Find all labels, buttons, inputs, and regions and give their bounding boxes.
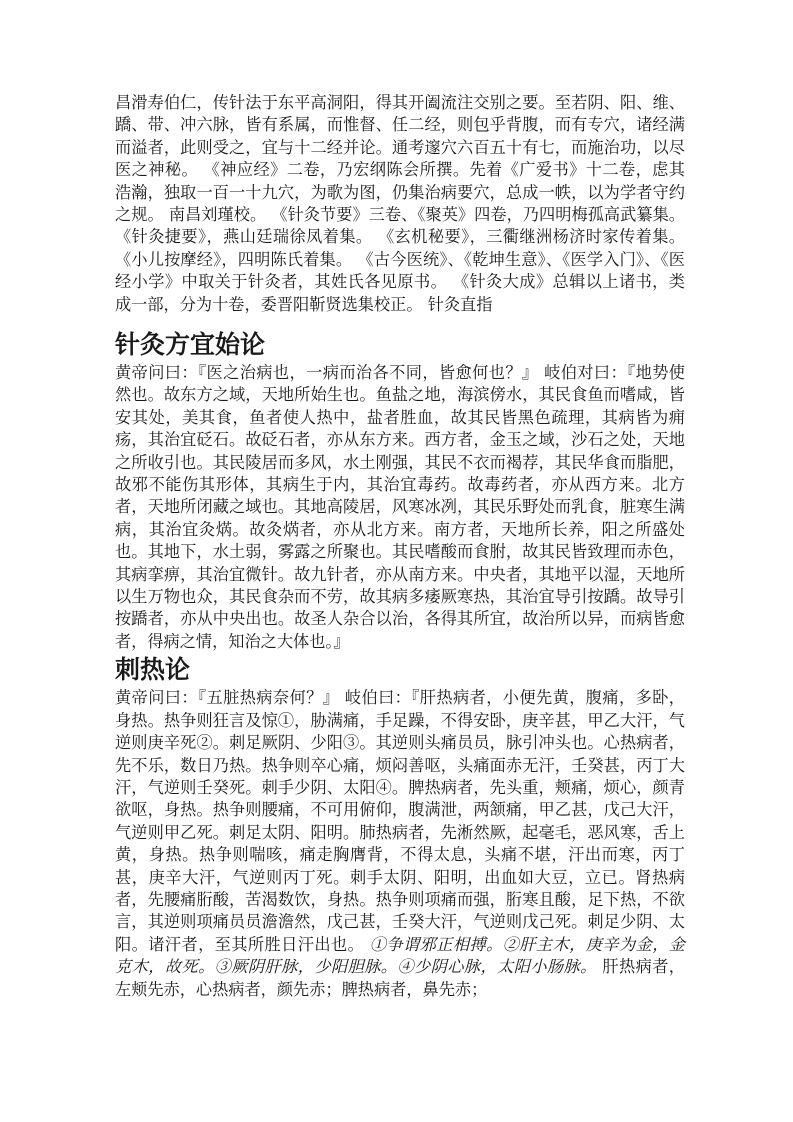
cire-lun-continuation: 肝热病者，左颊先赤，心热病者，颜先赤；脾热病者，鼻先赤； [115,957,685,999]
text-column [115,92,685,1001]
section-heading-cire-lun: 刺热论 [115,655,191,685]
cire-lun-main-text: 黄帝问曰：『五脏热病奈何？』 岐伯曰：『肝热病者，小便先黄，腹痛，多卧，身热。热争则狂言及惊①，胁满痛，手足躁，不得安卧，庚辛甚，甲乙大汗，气逆则庚辛死②。刺足厥阴、少阳③。其逆则头痛员员，脉引冲头也。心热病者，先不乐，数日乃热。热争则卒心痛，烦闷善呕，头痛面赤无汗，壬癸甚，丙丁大汗，气逆则壬癸死。刺手少阴、太阳④。脾热病者，先头重，颊痛，烦心，颜青欲呕，身热。热争则腰痛，不可用俯仰，腹满泄，两颔痛，甲乙甚，戊己大汗，气逆则甲乙死。刺足太阴、阳明。肺热病者，先淅然厥，起毫毛，恶风寒，舌上黄，身热。热争则喘咳，痛走胸膺背，不得太息，头痛不堪，汗出而寒，丙丁甚，庚辛大汗，气逆则丙丁死。刺手太阴、阳明，出血如大豆，立已。肾热病者，先腰痛胻酸，苦渴数饮，身热。热争则项痛而强，胻寒且酸，足下热，不欲言，其逆则项痛员员澹澹然，戊己甚，壬癸大汗，气逆则戊己死。刺足少阴、太阳。诸汗者，至其所胜日汗出也。 [115,688,685,954]
intro-paragraph: 昌滑寿伯仁，传针法于东平高洞阳，得其开阖流注交别之要。至若阴、阳、维、蹻、带、冲六脉，皆有系属，而惟督、任二经，则包乎背腹，而有专穴，诸经满而溢者，此则受之，宜与十二经并论。通考邃穴六百五十有七，而施治功，以尽医之神秘。 《神应经》二卷，乃宏纲陈会所撰。先着《广爱书》十二卷，虑其浩瀚，独取一百一十九穴，为歌为图，仍集治病要穴，总成一帙，以为学者守约之规。 南昌刘瑾校。 《针灸节要》三卷、《聚英》四卷，乃四明梅孤高武纂集。 《针灸捷要》，燕山廷瑞徐凤着集。 《玄机秘要》，三衢继洲杨济时家传着集。 《小儿按摩经》，四明陈氏着集。 《古今医统》、《乾坤生意》、《医学入门》、《医经小学》中取关于针灸者，其姓氏各见原书。 《针灸大成》总辑以上诸书，类成一部，分为十卷，委晋阳靳贤选集校正。 针灸直指 [115,93,685,314]
section-body-cire-lun [115,687,685,1001]
cire-lun-annotations: ①争谓邪正相搏。②肝主木，庚辛为金，金克木，故死。③厥阴肝脉，少阳胆脉。④少阴心脉，太阳小肠脉。 [115,934,685,977]
section-heading-zhenjiu-fangyi: 针灸方宜始论 [115,330,266,359]
section-body-zhenjiu-fangyi: 黄帝问曰：『医之治病也，一病而治各不同，皆愈何也？』 岐伯对曰：『地势使然也。故东方之域，天地所始生也。鱼盐之地，海滨傍水，其民食鱼而嗜咸，皆安其处，美其食，鱼者使人热中，盐者胜血，故其民皆黑色疏理，其病皆为痈疡，其治宜砭石。故砭石者，亦从东方来。西方者，金玉之域，沙石之处，天地之所收引也。其民陵居而多风，水土刚强，其民不衣而褐荐，其民华食而脂肥，故邪不能伤其形体，其病生于内，其治宜毒药。故毒药者，亦从西方来。北方者，天地所闭藏之域也。其地高陵居，风寒冰冽，其民乐野处而乳食，脏寒生满病，其治宜灸焫。故灸焫者，亦从北方来。南方者，天地所长养，阳之所盛处也。其地下，水土弱，雾露之所聚也。其民嗜酸而食胕，故其民皆致理而赤色，其病挛痹，其治宜微针。故九针者，亦从南方来。中央者，其地平以湿，天地所以生万物也众，其民食杂而不劳，故其病多痿厥寒热，其治宜导引按蹻。故导引按蹻者，亦从中央出也。故圣人杂合以治，各得其所宜，故治所以异，而病皆愈者，得病之情，知治之大体也。』 [115,363,685,651]
